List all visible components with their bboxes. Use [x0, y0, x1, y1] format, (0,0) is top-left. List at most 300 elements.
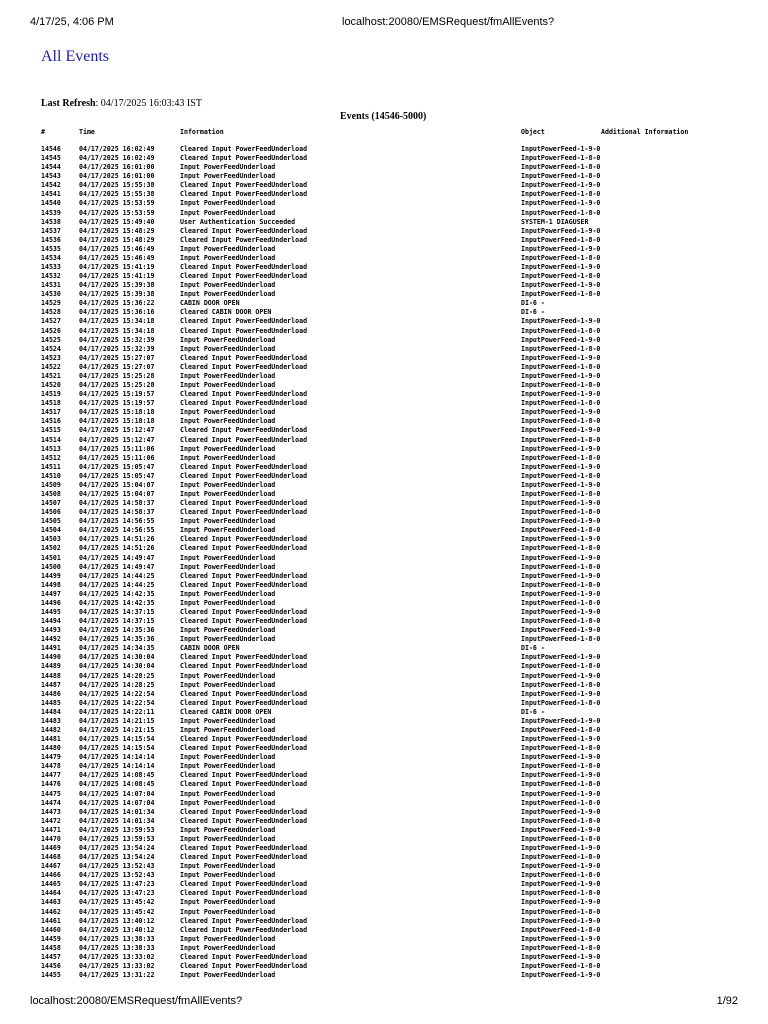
cell-object: InputPowerFeed-1-9-0: [521, 517, 601, 526]
cell-object: InputPowerFeed-1-8-0: [521, 680, 601, 689]
cell-time: 04/17/2025 14:21:15: [79, 716, 155, 725]
cell-time: 04/17/2025 15:46:49: [79, 244, 155, 253]
table-row: [41, 445, 681, 454]
cell-object: InputPowerFeed-1-9-0: [521, 244, 601, 253]
cell-num: 14518: [41, 399, 61, 408]
cell-num: 14465: [41, 880, 61, 889]
cell-time: 04/17/2025 14:58:37: [79, 499, 155, 508]
cell-time: 04/17/2025 14:44:25: [79, 580, 155, 589]
table-row: [41, 363, 681, 372]
cell-object: InputPowerFeed-1-9-0: [521, 499, 601, 508]
cell-object: InputPowerFeed-1-8-0: [521, 834, 601, 843]
cell-time: 04/17/2025 13:38:33: [79, 934, 155, 943]
table-row: [41, 780, 681, 789]
cell-object: InputPowerFeed-1-8-0: [521, 154, 601, 163]
cell-time: 04/17/2025 15:36:22: [79, 299, 155, 308]
table-row: [41, 417, 681, 426]
cell-object: InputPowerFeed-1-9-0: [521, 971, 601, 980]
table-row: [41, 762, 681, 771]
table-row: [41, 662, 681, 671]
table-row: [41, 390, 681, 399]
cell-information: Cleared Input PowerFeedUnderload: [180, 390, 308, 399]
cell-time: 04/17/2025 14:08:45: [79, 771, 155, 780]
table-caption: Events (14546-5000): [340, 111, 427, 122]
cell-num: 14489: [41, 662, 61, 671]
cell-object: InputPowerFeed-1-8-0: [521, 272, 601, 281]
cell-object: InputPowerFeed-1-9-0: [521, 626, 601, 635]
cell-information: Cleared CABIN DOOR OPEN: [180, 308, 272, 317]
cell-object: InputPowerFeed-1-9-0: [521, 145, 601, 153]
cell-information: Input PowerFeedUnderload: [180, 199, 276, 208]
cell-object: InputPowerFeed-1-8-0: [521, 508, 601, 517]
cell-information: Input PowerFeedUnderload: [180, 834, 276, 843]
cell-time: 04/17/2025 14:22:54: [79, 698, 155, 707]
cell-object: DI-6 -: [521, 707, 545, 716]
cell-time: 04/17/2025 14:22:54: [79, 689, 155, 698]
cell-time: 04/17/2025 14:30:04: [79, 653, 155, 662]
cell-information: Cleared Input PowerFeedUnderload: [180, 435, 308, 444]
cell-num: 14503: [41, 535, 61, 544]
cell-num: 14499: [41, 571, 61, 580]
cell-num: 14541: [41, 190, 61, 199]
cell-object: InputPowerFeed-1-8-0: [521, 544, 601, 553]
table-row: [41, 790, 681, 799]
cell-object: InputPowerFeed-1-9-0: [521, 898, 601, 907]
cell-num: 14462: [41, 907, 61, 916]
table-row: [41, 826, 681, 835]
cell-num: 14526: [41, 326, 61, 335]
cell-time: 04/17/2025 14:58:37: [79, 508, 155, 517]
table-row: [41, 644, 681, 653]
cell-time: 04/17/2025 14:37:15: [79, 617, 155, 626]
cell-object: DI-6 -: [521, 299, 545, 308]
cell-information: Cleared Input PowerFeedUnderload: [180, 190, 308, 199]
table-row: [41, 463, 681, 472]
cell-num: 14523: [41, 353, 61, 362]
table-row: [41, 544, 681, 553]
cell-object: InputPowerFeed-1-9-0: [521, 226, 601, 235]
cell-information: CABIN DOOR OPEN: [180, 299, 240, 308]
cell-time: 04/17/2025 14:08:45: [79, 780, 155, 789]
table-row: [41, 617, 681, 626]
table-row: [41, 209, 681, 218]
cell-time: 04/17/2025 14:28:25: [79, 671, 155, 680]
table-row: [41, 426, 681, 435]
cell-object: SYSTEM-1 DIAGUSER: [521, 217, 589, 226]
cell-information: Cleared Input PowerFeedUnderload: [180, 235, 308, 244]
table-row: [41, 345, 681, 354]
cell-object: InputPowerFeed-1-8-0: [521, 399, 601, 408]
cell-information: Input PowerFeedUnderload: [180, 453, 276, 462]
table-row: [41, 181, 681, 190]
table-row: [41, 563, 681, 572]
cell-num: 14470: [41, 834, 61, 843]
cell-num: 14498: [41, 580, 61, 589]
cell-time: 04/17/2025 14:49:47: [79, 562, 155, 571]
cell-num: 14467: [41, 862, 61, 871]
cell-information: Input PowerFeedUnderload: [180, 517, 276, 526]
print-page-number: 1/92: [716, 995, 738, 1007]
cell-information: Input PowerFeedUnderload: [180, 907, 276, 916]
cell-num: 14546: [41, 145, 61, 153]
cell-num: 14480: [41, 744, 61, 753]
cell-object: InputPowerFeed-1-9-0: [521, 844, 601, 853]
table-row: [41, 635, 681, 644]
table-row: [41, 971, 681, 980]
cell-object: InputPowerFeed-1-9-0: [521, 807, 601, 816]
cell-object: InputPowerFeed-1-8-0: [521, 362, 601, 371]
cell-object: InputPowerFeed-1-8-0: [521, 925, 601, 934]
cell-object: InputPowerFeed-1-8-0: [521, 208, 601, 217]
cell-information: Input PowerFeedUnderload: [180, 480, 276, 489]
cell-num: 14488: [41, 671, 61, 680]
cell-time: 04/17/2025 15:53:59: [79, 199, 155, 208]
cell-time: 04/17/2025 15:53:59: [79, 208, 155, 217]
cell-information: Cleared Input PowerFeedUnderload: [180, 653, 308, 662]
cell-object: InputPowerFeed-1-8-0: [521, 435, 601, 444]
cell-time: 04/17/2025 15:48:29: [79, 226, 155, 235]
cell-time: 04/17/2025 15:04:07: [79, 489, 155, 498]
table-body: [41, 145, 681, 980]
cell-information: Input PowerFeedUnderload: [180, 208, 276, 217]
table-row: [41, 935, 681, 944]
cell-object: InputPowerFeed-1-9-0: [521, 589, 601, 598]
cell-object: InputPowerFeed-1-9-0: [521, 716, 601, 725]
cell-time: 04/17/2025 15:34:18: [79, 317, 155, 326]
table-row: [41, 835, 681, 844]
cell-time: 04/17/2025 15:39:38: [79, 281, 155, 290]
cell-object: InputPowerFeed-1-8-0: [521, 780, 601, 789]
cell-object: InputPowerFeed-1-8-0: [521, 617, 601, 626]
table-row: [41, 871, 681, 880]
cell-information: Input PowerFeedUnderload: [180, 716, 276, 725]
cell-time: 04/17/2025 14:42:35: [79, 589, 155, 598]
cell-num: 14494: [41, 617, 61, 626]
cell-time: 04/17/2025 15:12:47: [79, 426, 155, 435]
cell-time: 04/17/2025 14:07:04: [79, 798, 155, 807]
cell-time: 04/17/2025 13:40:12: [79, 916, 155, 925]
cell-time: 04/17/2025 15:25:28: [79, 381, 155, 390]
cell-object: InputPowerFeed-1-9-0: [521, 571, 601, 580]
table-row: [41, 898, 681, 907]
table-row: [41, 599, 681, 608]
table-row: [41, 817, 681, 826]
cell-information: Cleared Input PowerFeedUnderload: [180, 735, 308, 744]
cell-num: 14487: [41, 680, 61, 689]
cell-information: Input PowerFeedUnderload: [180, 163, 276, 172]
cell-object: InputPowerFeed-1-9-0: [521, 181, 601, 190]
cell-num: 14461: [41, 916, 61, 925]
cell-information: Input PowerFeedUnderload: [180, 798, 276, 807]
cell-object: InputPowerFeed-1-8-0: [521, 962, 601, 971]
table-row: [41, 735, 681, 744]
cell-time: 04/17/2025 14:15:54: [79, 735, 155, 744]
cell-time: 04/17/2025 16:01:00: [79, 163, 155, 172]
cell-time: 04/17/2025 14:30:04: [79, 662, 155, 671]
cell-object: InputPowerFeed-1-8-0: [521, 235, 601, 244]
cell-num: 14477: [41, 771, 61, 780]
cell-information: Input PowerFeedUnderload: [180, 680, 276, 689]
cell-object: InputPowerFeed-1-9-0: [521, 462, 601, 471]
cell-time: 04/17/2025 15:05:47: [79, 471, 155, 480]
cell-object: InputPowerFeed-1-9-0: [521, 653, 601, 662]
cell-information: Cleared Input PowerFeedUnderload: [180, 471, 308, 480]
cell-object: InputPowerFeed-1-9-0: [521, 371, 601, 380]
cell-num: 14496: [41, 598, 61, 607]
cell-information: Input PowerFeedUnderload: [180, 489, 276, 498]
table-row: [41, 862, 681, 871]
cell-num: 14455: [41, 971, 61, 980]
cell-time: 04/17/2025 15:19:57: [79, 390, 155, 399]
cell-object: InputPowerFeed-1-8-0: [521, 662, 601, 671]
cell-time: 04/17/2025 15:36:16: [79, 308, 155, 317]
cell-information: Input PowerFeedUnderload: [180, 417, 276, 426]
cell-object: InputPowerFeed-1-9-0: [521, 353, 601, 362]
table-row: [41, 653, 681, 662]
cell-num: 14473: [41, 807, 61, 816]
table-row: [41, 853, 681, 862]
cell-num: 14497: [41, 589, 61, 598]
cell-num: 14466: [41, 871, 61, 880]
cell-num: 14482: [41, 726, 61, 734]
cell-information: Input PowerFeedUnderload: [180, 598, 276, 607]
cell-information: Cleared Input PowerFeedUnderload: [180, 607, 308, 616]
cell-time: 04/17/2025 13:47:23: [79, 880, 155, 889]
table-row: [41, 499, 681, 508]
cell-information: Cleared Input PowerFeedUnderload: [180, 807, 308, 816]
table-row: [41, 163, 681, 172]
cell-information: Cleared Input PowerFeedUnderload: [180, 326, 308, 335]
cell-time: 04/17/2025 15:34:18: [79, 326, 155, 335]
cell-information: CABIN DOOR OPEN: [180, 644, 240, 653]
table-row: [41, 926, 681, 935]
cell-object: InputPowerFeed-1-9-0: [521, 916, 601, 925]
table-row: [41, 227, 681, 236]
table-row: [41, 717, 681, 726]
table-row: [41, 490, 681, 499]
table-header-row: [41, 128, 689, 145]
cell-information: Input PowerFeedUnderload: [180, 753, 276, 762]
cell-num: 14492: [41, 635, 61, 644]
cell-num: 14544: [41, 163, 61, 172]
cell-num: 14483: [41, 716, 61, 725]
table-row: [41, 917, 681, 926]
cell-time: 04/17/2025 15:05:47: [79, 462, 155, 471]
cell-num: 14493: [41, 626, 61, 635]
cell-time: 04/17/2025 15:32:39: [79, 335, 155, 344]
cell-object: InputPowerFeed-1-8-0: [521, 907, 601, 916]
cell-object: DI-6 -: [521, 308, 545, 317]
cell-num: 14530: [41, 290, 61, 299]
cell-time: 04/17/2025 15:25:28: [79, 371, 155, 380]
cell-object: InputPowerFeed-1-8-0: [521, 889, 601, 898]
table-row: [41, 726, 681, 735]
cell-object: InputPowerFeed-1-8-0: [521, 471, 601, 480]
cell-num: 14545: [41, 154, 61, 163]
cell-num: 14524: [41, 344, 61, 353]
cell-time: 04/17/2025 13:40:12: [79, 925, 155, 934]
cell-object: InputPowerFeed-1-8-0: [521, 417, 601, 426]
cell-object: InputPowerFeed-1-9-0: [521, 335, 601, 344]
cell-time: 04/17/2025 13:54:24: [79, 853, 155, 862]
table-row: [41, 590, 681, 599]
cell-time: 04/17/2025 14:35:36: [79, 626, 155, 635]
table-row: [41, 145, 681, 154]
cell-object: DI-6 -: [521, 644, 545, 653]
cell-time: 04/17/2025 15:27:07: [79, 353, 155, 362]
cell-object: InputPowerFeed-1-8-0: [521, 562, 601, 571]
cell-num: 14516: [41, 417, 61, 426]
cell-time: 04/17/2025 13:33:02: [79, 952, 155, 961]
cell-time: 04/17/2025 13:33:02: [79, 962, 155, 971]
table-row: [41, 526, 681, 535]
cell-time: 04/17/2025 13:47:23: [79, 889, 155, 898]
cell-object: InputPowerFeed-1-8-0: [521, 326, 601, 335]
cell-num: 14463: [41, 898, 61, 907]
cell-num: 14536: [41, 235, 61, 244]
cell-num: 14481: [41, 735, 61, 744]
cell-num: 14522: [41, 362, 61, 371]
cell-object: InputPowerFeed-1-9-0: [521, 862, 601, 871]
cell-object: InputPowerFeed-1-9-0: [521, 535, 601, 544]
cell-num: 14472: [41, 816, 61, 825]
cell-num: 14529: [41, 299, 61, 308]
cell-information: Cleared Input PowerFeedUnderload: [180, 154, 308, 163]
cell-num: 14507: [41, 499, 61, 508]
table-row: [41, 236, 681, 245]
cell-information: Input PowerFeedUnderload: [180, 789, 276, 798]
table-row: [41, 245, 681, 254]
print-datetime: 4/17/25, 4:06 PM: [30, 16, 114, 28]
cell-information: Cleared Input PowerFeedUnderload: [180, 508, 308, 517]
cell-time: 04/17/2025 15:55:38: [79, 181, 155, 190]
print-header-url: localhost:20080/EMSRequest/fmAllEvents?: [342, 16, 555, 28]
cell-num: 14476: [41, 780, 61, 789]
cell-information: Cleared Input PowerFeedUnderload: [180, 889, 308, 898]
cell-num: 14506: [41, 508, 61, 517]
cell-information: Cleared Input PowerFeedUnderload: [180, 844, 308, 853]
cell-object: InputPowerFeed-1-8-0: [521, 698, 601, 707]
table-row: [41, 408, 681, 417]
cell-object: InputPowerFeed-1-9-0: [521, 753, 601, 762]
cell-num: 14517: [41, 408, 61, 417]
cell-time: 04/17/2025 13:59:53: [79, 825, 155, 834]
table-row: [41, 454, 681, 463]
cell-num: 14542: [41, 181, 61, 190]
cell-time: 04/17/2025 14:22:11: [79, 707, 155, 716]
cell-num: 14515: [41, 426, 61, 435]
cell-information: Cleared Input PowerFeedUnderload: [180, 272, 308, 281]
cell-num: 14485: [41, 698, 61, 707]
cell-information: Input PowerFeedUnderload: [180, 862, 276, 871]
cell-time: 04/17/2025 15:04:07: [79, 480, 155, 489]
cell-time: 04/17/2025 15:12:47: [79, 435, 155, 444]
cell-num: 14469: [41, 844, 61, 853]
table-row: [41, 808, 681, 817]
cell-object: InputPowerFeed-1-9-0: [521, 735, 601, 744]
cell-information: User Authentication Succeeded: [180, 217, 296, 226]
cell-time: 04/17/2025 14:56:55: [79, 517, 155, 526]
table-row: [41, 254, 681, 263]
cell-information: Cleared Input PowerFeedUnderload: [180, 226, 308, 235]
cell-num: 14459: [41, 934, 61, 943]
table-row: [41, 744, 681, 753]
cell-object: InputPowerFeed-1-8-0: [521, 816, 601, 825]
cell-time: 04/17/2025 14:15:54: [79, 744, 155, 753]
cell-num: 14509: [41, 480, 61, 489]
cell-num: 14456: [41, 962, 61, 971]
cell-information: Input PowerFeedUnderload: [180, 244, 276, 253]
cell-object: InputPowerFeed-1-8-0: [521, 598, 601, 607]
cell-object: InputPowerFeed-1-8-0: [521, 163, 601, 172]
cell-time: 04/17/2025 15:39:38: [79, 290, 155, 299]
cell-num: 14538: [41, 217, 61, 226]
last-refresh-label: Last Refresh: [41, 98, 96, 109]
cell-object: InputPowerFeed-1-9-0: [521, 426, 601, 435]
cell-num: 14484: [41, 707, 61, 716]
table-row: [41, 290, 681, 299]
cell-time: 04/17/2025 15:41:19: [79, 272, 155, 281]
table-row: [41, 535, 681, 544]
cell-time: 04/17/2025 14:21:15: [79, 726, 155, 734]
cell-time: 04/17/2025 15:11:06: [79, 444, 155, 453]
cell-time: 04/17/2025 14:07:04: [79, 789, 155, 798]
cell-information: Input PowerFeedUnderload: [180, 825, 276, 834]
cell-information: Cleared Input PowerFeedUnderload: [180, 571, 308, 580]
cell-object: InputPowerFeed-1-8-0: [521, 526, 601, 535]
cell-time: 04/17/2025 14:49:47: [79, 553, 155, 562]
cell-information: Cleared Input PowerFeedUnderload: [180, 780, 308, 789]
table-row: [41, 218, 681, 227]
cell-information: Input PowerFeedUnderload: [180, 971, 276, 980]
cell-time: 04/17/2025 15:46:49: [79, 253, 155, 262]
table-row: [41, 354, 681, 363]
cell-information: Cleared Input PowerFeedUnderload: [180, 771, 308, 780]
cell-information: Input PowerFeedUnderload: [180, 626, 276, 635]
table-row: [41, 908, 681, 917]
cell-time: 04/17/2025 14:35:36: [79, 635, 155, 644]
cell-object: InputPowerFeed-1-8-0: [521, 489, 601, 498]
cell-num: 14474: [41, 798, 61, 807]
cell-num: 14491: [41, 644, 61, 653]
cell-object: InputPowerFeed-1-9-0: [521, 789, 601, 798]
cell-information: Input PowerFeedUnderload: [180, 335, 276, 344]
cell-information: Input PowerFeedUnderload: [180, 871, 276, 880]
cell-object: InputPowerFeed-1-8-0: [521, 798, 601, 807]
cell-information: Input PowerFeedUnderload: [180, 253, 276, 262]
cell-num: 14539: [41, 208, 61, 217]
cell-information: Input PowerFeedUnderload: [180, 635, 276, 644]
cell-num: 14495: [41, 607, 61, 616]
cell-information: Input PowerFeedUnderload: [180, 526, 276, 535]
cell-num: 14457: [41, 952, 61, 961]
cell-time: 04/17/2025 13:54:24: [79, 844, 155, 853]
cell-num: 14527: [41, 317, 61, 326]
cell-num: 14504: [41, 526, 61, 535]
cell-information: Input PowerFeedUnderload: [180, 408, 276, 417]
cell-time: 04/17/2025 15:18:18: [79, 417, 155, 426]
cell-object: InputPowerFeed-1-8-0: [521, 871, 601, 880]
table-row: [41, 190, 681, 199]
cell-information: Cleared Input PowerFeedUnderload: [180, 744, 308, 753]
cell-information: Cleared Input PowerFeedUnderload: [180, 853, 308, 862]
cell-information: Cleared Input PowerFeedUnderload: [180, 263, 308, 272]
cell-information: Input PowerFeedUnderload: [180, 562, 276, 571]
table-row: [41, 317, 681, 326]
cell-object: InputPowerFeed-1-8-0: [521, 190, 601, 199]
cell-object: InputPowerFeed-1-9-0: [521, 934, 601, 943]
cell-time: 04/17/2025 14:42:35: [79, 598, 155, 607]
